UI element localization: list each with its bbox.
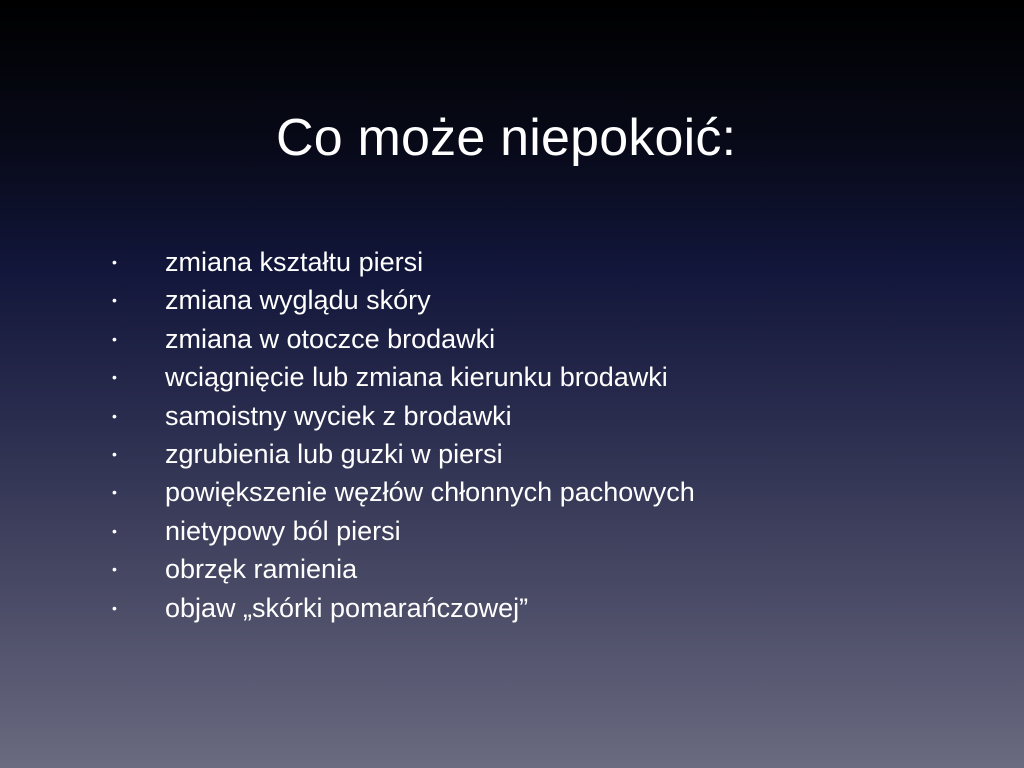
list-item-text: obrzęk ramienia	[165, 554, 358, 585]
list-item-text: powiększenie węzłów chłonnych pachowych	[165, 477, 695, 508]
list-item-text: zgrubienia lub guzki w piersi	[165, 438, 503, 469]
bullet-icon: •	[112, 407, 117, 424]
bullet-icon: •	[112, 254, 117, 270]
list-item-text: samoistny wyciek z brodawki	[165, 400, 512, 431]
bullet-icon: •	[112, 599, 117, 616]
slide-title: Co może niepokoić:	[276, 109, 737, 167]
bullet-icon: •	[112, 561, 117, 578]
list-item-text: nietypowy ból piersi	[165, 515, 401, 546]
bullet-icon: •	[112, 445, 117, 462]
list-item-text: objaw „skórki pomarańczowej”	[165, 592, 529, 623]
bullet-icon: •	[112, 522, 117, 539]
bullet-icon: •	[112, 330, 117, 347]
bullet-icon: •	[112, 292, 117, 309]
bullet-icon: •	[112, 369, 117, 386]
bullet-icon: •	[112, 484, 117, 501]
list-item-text: zmiana wyglądu skóry	[165, 285, 431, 316]
list-item-text: zmiana w otoczce brodawki	[165, 323, 496, 354]
list-item-text: zmiana kształtu piersi	[165, 247, 424, 277]
list-item-text: wciągnięcie lub zmiana kierunku brodawki	[165, 362, 668, 393]
